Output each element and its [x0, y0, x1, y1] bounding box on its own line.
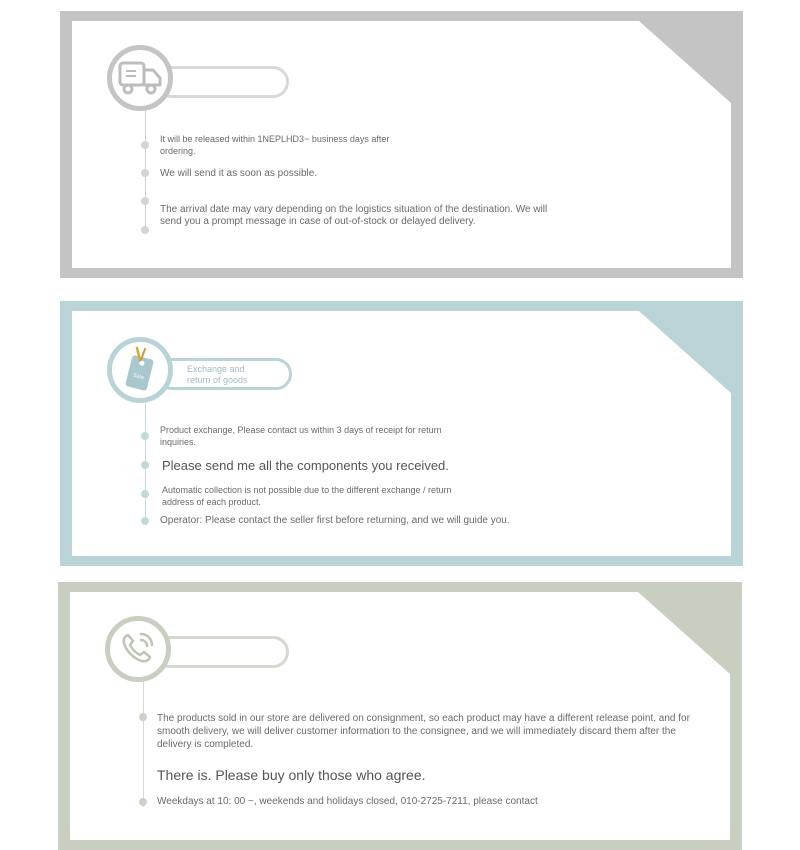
timeline-dot — [141, 141, 149, 149]
timeline-dot — [141, 461, 149, 469]
exchange-title: Exchange and return of goods — [187, 364, 248, 385]
exchange-item-4: Operator: Please contact the seller first before returning, and we will guide you. — [160, 515, 510, 526]
contact-title-pill — [154, 636, 289, 668]
delivery-icon-circle — [107, 45, 173, 111]
exchange-item-2: Please send me all the components you received. — [162, 458, 449, 473]
corner-decoration — [639, 21, 731, 103]
exchange-item-1: Product exchange, Please contact us within 3 days of receipt for return inquiries. — [160, 425, 442, 447]
timeline-dot — [141, 169, 149, 177]
timeline-dot — [139, 713, 147, 721]
exchange-item-3: Automatic collection is not possible due to the different exchange / return address of each product. — [162, 485, 452, 507]
timeline-dot — [141, 432, 149, 440]
corner-decoration — [638, 592, 730, 674]
timeline-line — [143, 677, 144, 807]
exchange-title-pill — [156, 358, 292, 390]
svg-text:Sale: Sale — [132, 372, 145, 382]
delivery-section — [60, 11, 743, 278]
contact-item-3: Weekdays at 10: 00 ~, weekends and holidays closed, 010-2725-7211, please contact — [157, 796, 538, 807]
contact-icon-circle — [105, 616, 171, 682]
timeline-dot — [141, 490, 149, 498]
exchange-icon-circle — [107, 337, 173, 403]
price-tag-icon — [118, 345, 162, 395]
contact-item-1: The products sold in our store are delivered on consignment, so each product may have a different release point, and for smooth delivery, we will deliver customer information to the consignee, and we will immediately discard them after the delivery is completed. — [157, 713, 690, 750]
timeline-dot — [141, 226, 149, 234]
corner-decoration — [639, 311, 731, 393]
delivery-item-3: The arrival date may vary depending on the logistics situation of the destination. We will send you a prompt message in case of out-of-stock or delayed delivery. — [160, 204, 548, 227]
timeline-dot — [139, 798, 147, 806]
exchange-section — [60, 301, 743, 566]
contact-section — [58, 582, 742, 850]
delivery-truck-icon — [117, 58, 163, 98]
delivery-title-pill — [156, 66, 289, 98]
delivery-item-2: We will send it as soon as possible. — [160, 168, 318, 179]
timeline-dot — [141, 197, 149, 205]
contact-item-2: There is. Please buy only those who agree. — [157, 767, 426, 783]
delivery-item-1: It will be released within 1NEPLHD3~ business days after ordering. — [160, 134, 390, 156]
phone-call-icon — [116, 627, 160, 671]
timeline-dot — [141, 517, 149, 525]
